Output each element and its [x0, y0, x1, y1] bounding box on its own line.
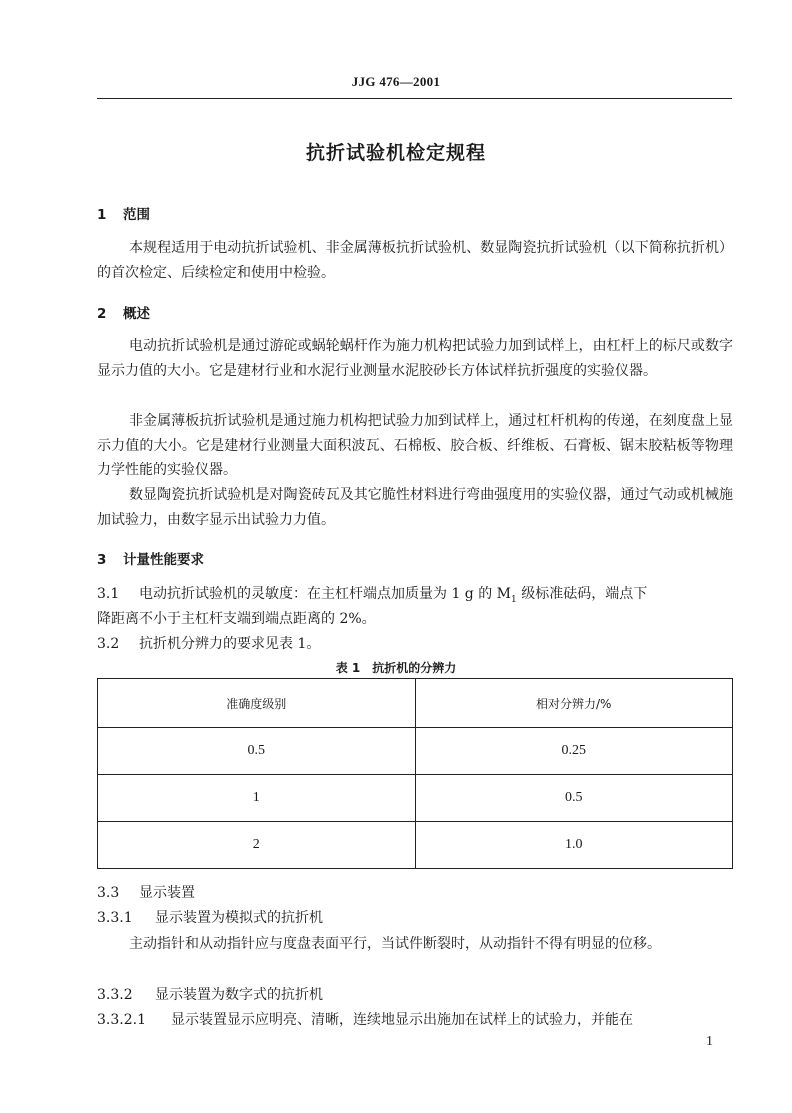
section-title: 计量性能要求: [123, 552, 204, 568]
resolution-table: [97, 678, 733, 869]
page-number: 1: [706, 1034, 713, 1049]
cell-relative-resolution: 1.0: [415, 822, 733, 869]
cell-accuracy-class: 0.5: [98, 728, 416, 775]
header-accuracy-class: 准确度级别: [98, 679, 416, 728]
clause-3-1-line-2: 降距离不小于主杠杆支端到端点距离的 2%。: [97, 611, 376, 627]
clause-number: 3.3: [97, 885, 120, 901]
clause-number: 3.3.2: [97, 987, 133, 1003]
document-title: 抗折试验机检定规程: [305, 142, 486, 164]
section-number: 1: [97, 207, 107, 223]
section-title: 概述: [123, 306, 150, 322]
section-1-heading: [97, 203, 150, 223]
clause-number: 3.3.2.1: [97, 1012, 146, 1028]
subscript: 1: [511, 594, 517, 605]
cell-relative-resolution: 0.25: [415, 728, 733, 775]
section-title: 范围: [123, 207, 150, 223]
clause-3-3-2: 3.3.2 显示装置为数字式的抗折机: [97, 987, 323, 1003]
header-relative-resolution: 相对分辨力/%: [415, 679, 733, 728]
cell-accuracy-class: 2: [98, 822, 416, 869]
clause-3-3: 3.3 显示装置: [97, 885, 195, 901]
section-2-paragraph-3: 数显陶瓷抗折试验机是对陶瓷砖瓦及其它脆性材料进行弯曲强度用的实验仪器，通过气动或机械施加试验力，由数字显示出试验力力值。: [97, 487, 733, 528]
cell-relative-resolution: 0.5: [415, 775, 733, 822]
clause-3-1-line-1: 3.1 电动抗折试验机的灵敏度：在主杠杆端点加质量为 1 g 的 $M_1$ 级标准砝码，端点下: [97, 586, 648, 605]
clause-number: 3.2: [97, 636, 120, 652]
section-3-heading: [97, 548, 204, 568]
section-number: 3: [97, 552, 107, 568]
table-row: [98, 822, 733, 869]
clause-number: 3.1: [97, 586, 120, 602]
clause-3-3-1-paragraph: 主动指针和从动指针应与度盘表面平行，当试件断裂时，从动指针不得有明显的位移。: [129, 936, 661, 952]
clause-3-2: 3.2 抗折机分辨力的要求见表 1。: [97, 636, 321, 652]
clause-3-3-1: 3.3.1 显示装置为模拟式的抗折机: [97, 910, 323, 926]
section-number: 2: [97, 306, 107, 322]
table-row: [98, 775, 733, 822]
clause-number: 3.3.1: [97, 910, 133, 926]
table-caption: 表 1 抗折机的分辨力: [335, 661, 457, 675]
header-rule: [97, 98, 732, 99]
section-1-paragraph: 本规程适用于电动抗折试验机、非金属薄板抗折试验机、数显陶瓷抗折试验机（以下简称抗折机）的首次检定、后续检定和使用中检验。: [97, 240, 733, 281]
cell-accuracy-class: 1: [98, 775, 416, 822]
table-header-row: [98, 679, 733, 728]
table-row: [98, 728, 733, 775]
standard-code: JJG 476—2001: [351, 74, 441, 89]
section-2-paragraph-2: 非金属薄板抗折试验机是通过施力机构把试验力加到试样上，通过杠杆机构的传递，在刻度盘上显示力值的大小。它是建材行业测量大面积波瓦、石棉板、胶合板、纤维板、石膏板、锯末胶粘板等物理力学性能的实验仪器。: [97, 413, 733, 478]
section-2-heading: [97, 302, 150, 322]
clause-3-3-2-1: 3.3.2.1 显示装置显示应明亮、清晰，连续地显示出施加在试样上的试验力，并能在: [97, 1012, 633, 1028]
section-2-paragraph-1: 电动抗折试验机是通过游砣或蜗轮蜗杆作为施力机构把试验力加到试样上，由杠杆上的标尺或数字显示力值的大小。它是建材行业和水泥行业测量水泥胶砂长方体试样抗折强度的实验仪器。: [97, 338, 733, 379]
